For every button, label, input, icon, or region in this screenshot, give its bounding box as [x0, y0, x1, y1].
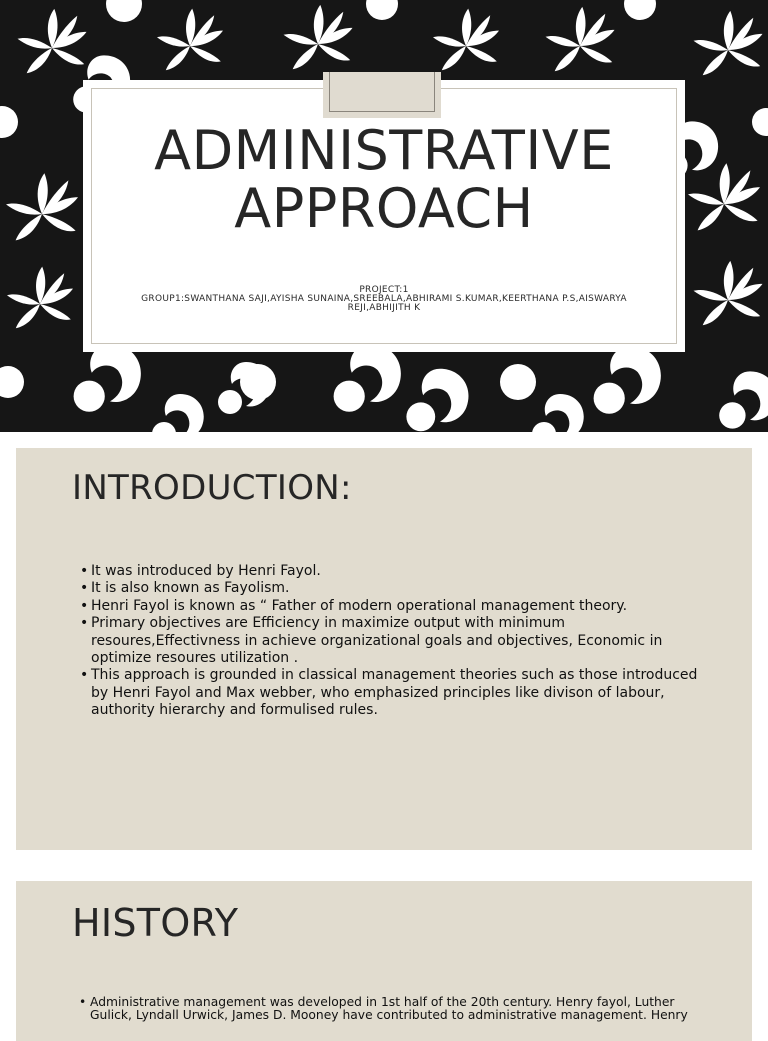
title-line-1: ADMINISTRATIVE	[154, 119, 614, 182]
title-line-2: APPROACH	[234, 177, 534, 240]
title-card	[83, 80, 685, 352]
bullet-icon: •	[80, 667, 89, 684]
introduction-slide	[16, 448, 752, 850]
project-label: PROJECT:1	[359, 285, 409, 295]
title-card-tab	[323, 72, 441, 118]
history-slide	[16, 881, 752, 1041]
bullet-icon: •	[80, 597, 89, 614]
title-card-tab-border	[329, 72, 435, 112]
list-item: • Primary objectives are Efficiency in maximize output with minimum resoures,Effectivness in achieve organizational goals and objectives, Economic in optimize resoures utilization .	[80, 615, 663, 667]
introduction-heading: INTRODUCTION:	[72, 468, 352, 508]
list-item: • Administrative management was developed in 1st half of the 20th century. Henry fayol, Luther Gulick, Lyndall Urwick, James D. Mooney have contributed to administrative management. Henry	[79, 995, 688, 1022]
group-members-line-2: REJI,ABHIJITH K	[347, 303, 421, 313]
list-item: • It is also known as Fayolism.	[80, 580, 290, 597]
history-bullet-list	[78, 996, 698, 1022]
bullet-icon: •	[80, 615, 89, 632]
group-members-line-1: GROUP1:SWANTHANA SAJI,AYISHA SUNAINA,SREEBALA,ABHIRAMI S.KUMAR,KEERTHANA P.S,AISWARYA	[141, 294, 627, 304]
bullet-icon: •	[80, 563, 89, 579]
list-item: • This approach is grounded in classical management theories such as those introduced by Henri Fayol and Max webber, who emphasized principles like divison of labour, authority hierarchy and formulised rules.	[80, 667, 698, 719]
bullet-icon: •	[79, 995, 87, 1009]
history-heading: HISTORY	[72, 901, 239, 945]
presentation-subtitle	[113, 286, 655, 313]
introduction-bullet-list	[79, 563, 699, 720]
list-item: • Henri Fayol is known as “ Father of modern operational management theory.	[80, 597, 628, 614]
bullet-icon: •	[80, 580, 89, 597]
presentation-title	[83, 119, 685, 240]
list-item: • It was introduced by Henri Fayol.	[80, 563, 321, 579]
title-slide	[0, 0, 768, 432]
